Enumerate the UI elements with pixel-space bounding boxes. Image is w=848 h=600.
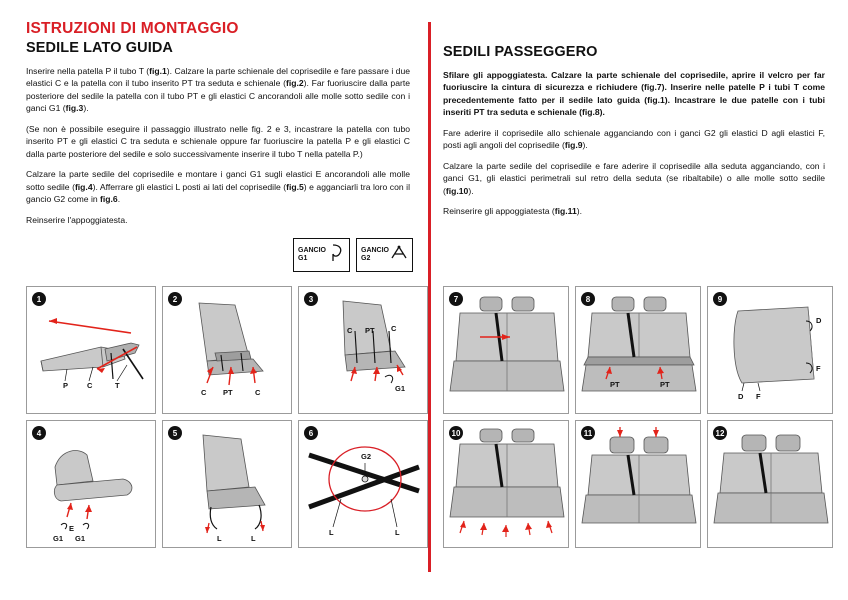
gancio-legend [293,238,413,272]
right-paragraph-2: Fare aderire il coprisedile allo schienale agganciando con i ganci G2 gli elastici D agli elastici F, posti agli angoli del coprisedile (fig.9). [443,127,825,151]
figure-5-label-l1: L [217,534,222,543]
figure-5 [162,420,292,548]
figure-2-label-c2: C [255,388,261,397]
figure-12-number: 12 [713,426,727,440]
figure-8-number: 8 [581,292,595,306]
figure-5-number: 5 [168,426,182,440]
figure-4-label-g1a: G1 [53,534,64,543]
left-section-heading: SEDILE LATO GUIDA [26,40,173,56]
gancio-g1-line2: G1 [298,255,308,262]
figure-6-label-g2: G2 [361,452,372,461]
figure-6-number: 6 [304,426,318,440]
figure-7-number: 7 [449,292,463,306]
figure-9-label-d1: D [816,316,822,325]
figure-9-number: 9 [713,292,727,306]
figure-3-label-pt: PT [365,326,375,335]
figure-1 [26,286,156,414]
figure-10 [443,420,569,548]
hook-g2-icon [390,242,408,269]
figure-2-label-c1: C [201,388,207,397]
figure-8 [575,286,701,414]
right-paragraph-4: Reinserire gli appoggiatesta (fig.11). [443,206,583,217]
gancio-g1-box [293,238,350,272]
right-paragraph-3: Calzare la parte sedile del coprisedile e fare aderire il coprisedile alla seduta agganciando, con i ganci G1, gli elastici perimetrali sul retro della seduta (se ribaltabile) o alle molle sotto sedile (fig.10). [443,160,825,196]
right-figure-grid [443,286,833,548]
left-paragraph-1: Inserire nella patella P il tubo T (fig.1). Calzare la parte schienale del coprisedile e fare passare i due elastici C e la patella con il tubo inserito PT tra seduta e schienale (fig.2). Far fuoriuscire dalla parte posteriore del sedile la patella con il tubo PT e gli elastici C ancorandoli alle molle sotto sedile con i ganci G1 (fig.3). [26,66,411,114]
figure-12 [707,420,833,548]
figure-4-label-g1b: G1 [75,534,86,543]
figure-2 [162,286,292,414]
left-figure-grid [26,286,428,548]
left-paragraph-2: (Se non è possibile eseguire il passaggio illustrato nelle fig. 2 e 3, incastrare la patella con tubo inserito PT e gli elastici C tra seduta e schienale oppure far fuoriuscire la patella P e gli elastici C dalla parte posteriore del sedile e solo successivamente inserire il tubo T nella patella P.) [26,123,410,159]
figure-7 [443,286,569,414]
figure-1-label-p: P [63,381,69,390]
left-paragraph-3: Calzare la parte sedile del coprisedile e montare i ganci G1 sugli elastici E ancorandoli alle molle sotto sedile (fig.4). Afferrare gli elastici L posti ai lati del coprisedile (fig.5) e agganciarli tra loro con il gancio G2 come in fig.6. [26,169,410,205]
left-column [26,20,410,234]
figure-9 [707,286,833,414]
gancio-g2-box [356,238,413,272]
figure-11 [575,420,701,548]
figure-3-number: 3 [304,292,318,306]
figure-2-number: 2 [168,292,182,306]
left-paragraph-4: Reinserire l'appoggiatesta. [26,214,128,225]
figure-9-label-f2: F [756,392,761,401]
figure-8-label-pt2: PT [660,380,670,389]
figure-1-label-t: T [115,381,120,390]
right-column [443,44,825,226]
page-title: ISTRUZIONI DI MONTAGGIO [26,20,239,37]
figure-1-number: 1 [32,292,46,306]
figure-3 [298,286,428,414]
figure-2-label-pt: PT [223,388,233,397]
gancio-g2-line1: GANCIO [361,246,389,254]
figure-10-number: 10 [449,426,463,440]
right-section-heading: SEDILI PASSEGGERO [443,44,598,60]
figure-9-label-f1: F [816,364,821,373]
figure-6 [298,420,428,548]
figure-5-label-l2: L [251,534,256,543]
gancio-g1-line1: GANCIO [298,246,326,254]
gancio-g2-line2: G2 [361,255,371,262]
figure-3-label-c2: C [391,324,397,333]
right-paragraph-1: Sfilare gli appoggiatesta. Calzare la parte schienale del coprisedile, aprire il velcro per far fuoriuscire la cintura di sicurezza e richiudere (fig.7). Inserire nelle patelle P i tubi T come precedentemente fatto per il sedile lato guida (fig.1). Incastrare le due patelle con i tubi inseriti PT tra seduta e schienale (fig.8). [443,70,826,118]
figure-3-label-c1: C [347,326,353,335]
figure-1-label-c: C [87,381,93,390]
figure-8-label-pt1: PT [610,380,620,389]
figure-11-number: 11 [581,426,595,440]
column-divider [428,22,431,572]
figure-4-number: 4 [32,426,46,440]
figure-3-label-g1: G1 [395,384,406,393]
figure-9-label-d2: D [738,392,744,401]
figure-4-label-e: E [69,524,75,533]
hook-g1-icon [329,242,345,269]
figure-4 [26,420,156,548]
figure-6-label-l1: L [329,528,334,537]
figure-6-label-l2: L [395,528,400,537]
